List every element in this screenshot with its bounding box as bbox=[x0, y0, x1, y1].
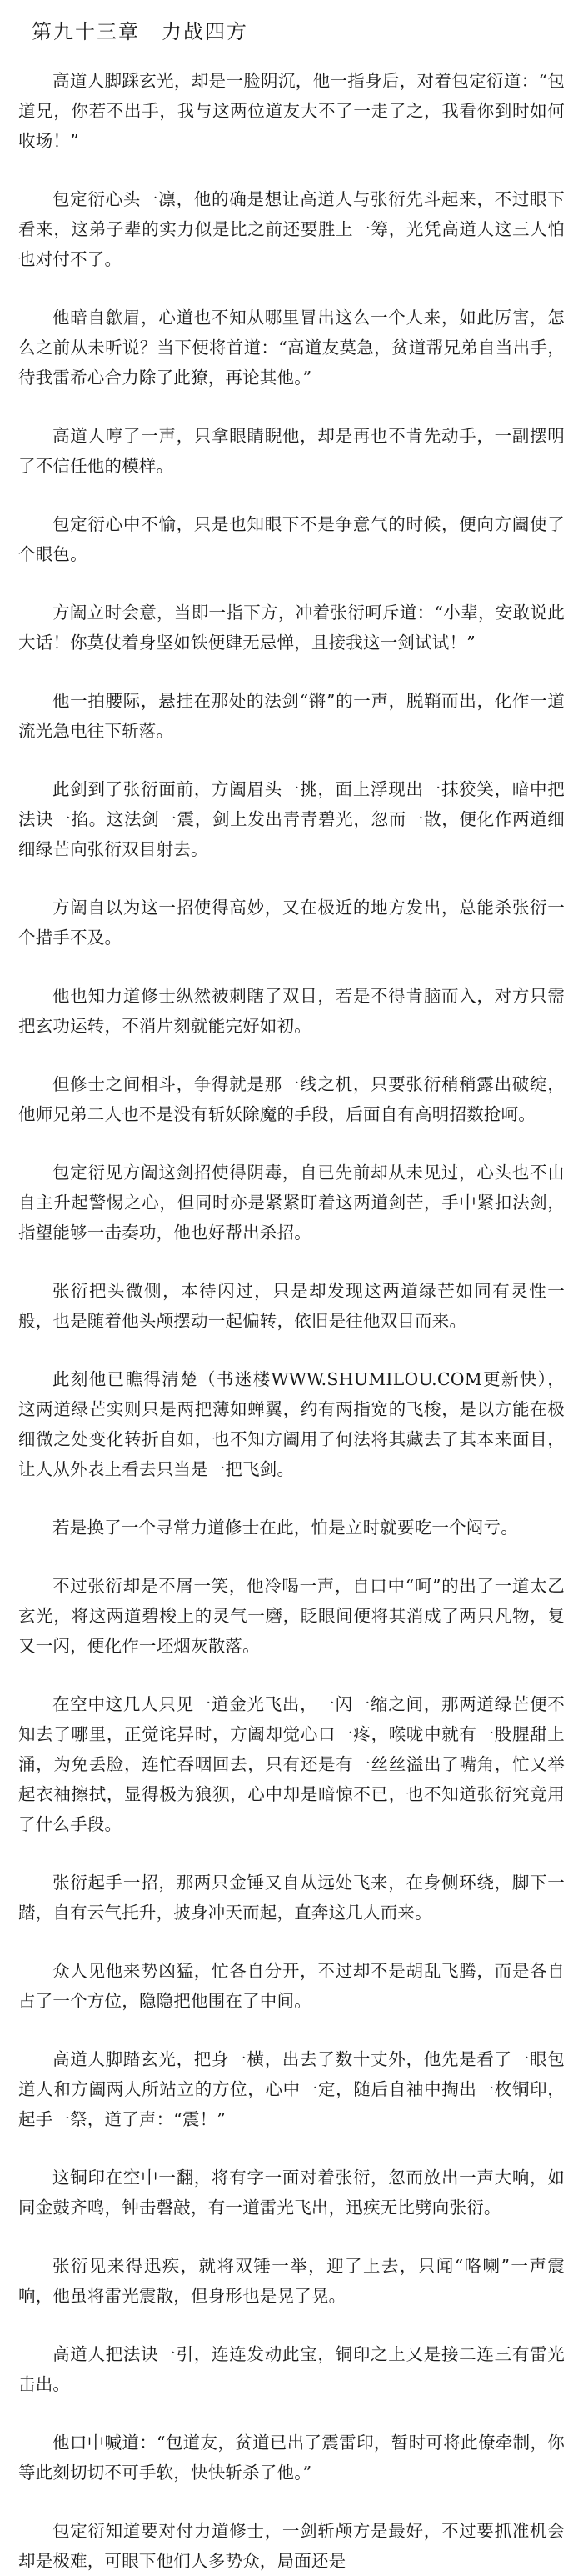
paragraph: 在空中这几人只见一道金光飞出，一闪一缩之间，那两道绿芒便不知去了哪里，正觉诧异时，方阖却觉心口一疼，喉咙中就有一股腥甜上涌，为免丢脸，连忙吞咽回去，只有还是有一丝丝溢出了嘴角，忙又举起衣袖擦拭，显得极为狼狈，心中却是暗惊不已，也不知道张衍究竟用了什么手段。 bbox=[18, 1694, 565, 1834]
paragraph: 张衍见来得迅疾，就将双锤一举，迎了上去，只闻“咯喇”一声震响，他虽将雷光震散，但身形也是晃了晃。 bbox=[18, 2256, 565, 2306]
paragraph: 包定衍见方阖这剑招使得阴毒，自已先前却从未见过，心头也不由自主升起警惕之心，但同时亦是紧紧盯着这两道剑芒，手中紧扣法剑，指望能够一击奏功，他也好帮出杀招。 bbox=[18, 1163, 565, 1243]
paragraph: 张衍把头微侧，本待闪过，只是却发现这两道绿芒如同有灵性一般，也是随着他头颅摆动一起偏转，依旧是往他双目而来。 bbox=[18, 1281, 565, 1331]
chapter-body bbox=[18, 66, 565, 2576]
paragraph: 但修士之间相斗，争得就是那一线之机，只要张衍稍稍露出破绽，他师兄弟二人也不是没有斩妖除魔的手段，后面自有高明招数抢呵。 bbox=[18, 1074, 565, 1124]
paragraph: 包定衍心中不愉，只是也知眼下不是争意气的时候，便向方阖使了个眼色。 bbox=[18, 514, 565, 564]
paragraph: 他一拍腰际，悬挂在那处的法剑“锵”的一声，脱鞘而出，化作一道流光急电往下斩落。 bbox=[18, 691, 565, 741]
paragraph: 包定衍知道要对付力道修士，一剑斩颅方是最好，不过要抓准机会却是极难，可眼下他们人多势众，局面还是 bbox=[18, 2521, 565, 2571]
paragraph: 不过张衍却是不屑一笑，他冷喝一声，自口中“呵”的出了一道太乙玄光，将这两道碧梭上的灵气一磨，眨眼间便将其消成了两只凡物，复又一闪，便化作一坯烟灰散落。 bbox=[18, 1576, 565, 1656]
paragraph: 方阖立时会意，当即一指下方，冲着张衍呵斥道：“小辈，安敢说此大话！你莫仗着身坚如铁便肆无忌惮，且接我这一剑试试！” bbox=[18, 603, 565, 653]
paragraph: 方阖自以为这一招使得高妙，又在极近的地方发出，总能杀张衍一个措手不及。 bbox=[18, 898, 565, 948]
paragraph: 此剑到了张衍面前，方阖眉头一挑，面上浮现出一抹狡笑，暗中把法诀一掐。这法剑一震，剑上发出青青碧光，忽而一散，便化作两道细细绿芒向张衍双目射去。 bbox=[18, 779, 565, 859]
paragraph: 高道人把法诀一引，连连发动此宝，铜印之上又是接二连三有雷光击出。 bbox=[18, 2344, 565, 2394]
paragraph: 若是换了一个寻常力道修士在此，怕是立时就要吃一个闷亏。 bbox=[52, 1518, 518, 1538]
paragraph: 张衍起手一招，那两只金锤又自从远处飞来，在身侧环绕，脚下一踏，自有云气托升，披身冲天而起，直奔这几人而来。 bbox=[18, 1873, 565, 1923]
paragraph: 这铜印在空中一翻，将有字一面对着张衍，忽而放出一声大响，如同金鼓齐鸣，钟击磬敲，有一道雷光飞出，迅疾无比劈向张衍。 bbox=[18, 2168, 565, 2218]
paragraph: 高道人脚踏玄光，把身一横，出去了数十丈外，他先是看了一眼包道人和方阖两人所站立的方位，心中一定，随后自袖中掏出一枚铜印，起手一祭，道了声：“震！” bbox=[18, 2049, 565, 2129]
paragraph: 包定衍心头一凛，他的确是想让高道人与张衍先斗起来，不过眼下看来，这弟子辈的实力似是比之前还要胜上一筹，光凭高道人这三人怕也对付不了。 bbox=[18, 189, 565, 269]
chapter-title: 第九十三章 力战四方 bbox=[32, 20, 248, 43]
paragraph: 高道人哼了一声，只拿眼睛睨他，却是再也不肯先动手，一副摆明了不信任他的模样。 bbox=[18, 426, 565, 476]
paragraph: 众人见他来势凶猛，忙各自分开，不过却不是胡乱飞腾，而是各自占了一个方位，隐隐把他围在了中间。 bbox=[18, 1961, 565, 2011]
paragraph: 高道人脚踩玄光，却是一脸阴沉，他一指身后，对着包定衍道：“包道兄，你若不出手，我与这两位道友大不了一走了之，我看你到时如何收场！” bbox=[18, 71, 565, 151]
paragraph: 他也知力道修士纵然被刺瞎了双目，若是不得肯脑而入，对方只需把玄功运转，不消片刻就能完好如初。 bbox=[18, 986, 565, 1036]
paragraph: 他暗自歙眉，心道也不知从哪里冒出这么一个人来，如此厉害，怎么之前从未听说？当下便将首道：“高道友莫急，贫道帮兄弟自当出手，待我雷希心合力除了此獠，再论其他。” bbox=[18, 308, 565, 388]
paragraph: 他口中喊道：“包道友，贫道已出了震雷印，暂时可将此僚牵制，你等此刻切切不可手软，快快斩杀了他。” bbox=[18, 2433, 565, 2483]
paragraph: 此刻他已瞧得清楚（书迷楼WWW.SHUMILOU.COM更新快），这两道绿芒实则只是两把薄如蝉翼，约有两指宽的飞梭，是以方能在极细微之处变化转折自如，也不知方阖用了何法将其藏去了其本来面目，让人从外表上看去只当是一把飞剑。 bbox=[18, 1369, 565, 1479]
